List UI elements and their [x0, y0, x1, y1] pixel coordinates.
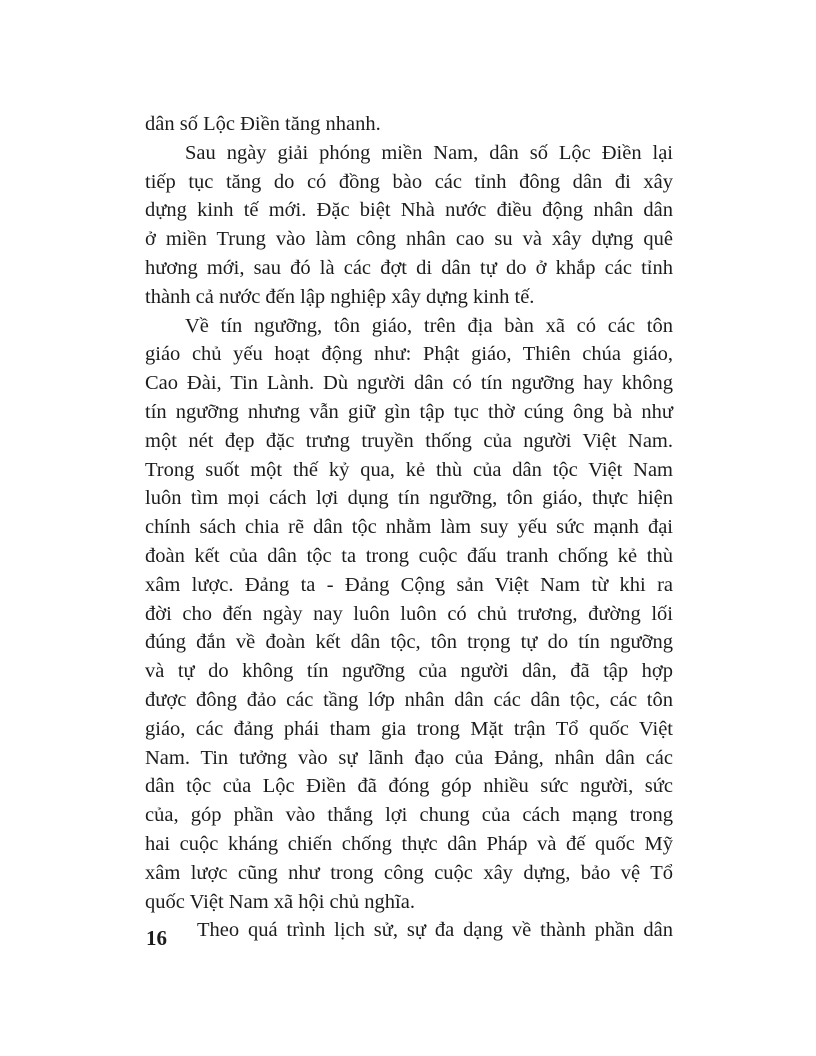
text-line: dựng kinh tế mới. Đặc biệt Nhà nước điều động nhân dân [145, 199, 673, 222]
text-line: Sau ngày giải phóng miền Nam, dân số Lộc Điền lại [185, 141, 673, 164]
text-line: xâm lược. Đảng ta - Đảng Cộng sản Việt Nam từ khi ra [145, 573, 673, 596]
text-line: dân tộc của Lộc Điền đã đóng góp nhiều sức người, sức [145, 775, 673, 798]
text-line: và tự do không tín ngưỡng của người dân, đã tập hợp [145, 660, 673, 683]
text-line: tiếp tục tăng do có đồng bào các tỉnh đông dân đi xây [145, 170, 673, 193]
text-line: đúng đắn về đoàn kết dân tộc, tôn trọng tự do tín ngưỡng [145, 631, 673, 654]
text-line: đoàn kết của dân tộc ta trong cuộc đấu tranh chống kẻ thù [145, 544, 673, 567]
text-line: Nam. Tin tưởng vào sự lãnh đạo của Đảng, nhân dân các [145, 746, 673, 769]
text-line: giáo chủ yếu hoạt động như: Phật giáo, Thiên chúa giáo, [145, 343, 673, 366]
text-line: được đông đảo các tầng lớp nhân dân các dân tộc, các tôn [145, 688, 673, 711]
text-line: một nét đẹp đặc trưng truyền thống của người Việt Nam. [145, 429, 673, 452]
text-line: giáo, các đảng phái tham gia trong Mặt trận Tổ quốc Việt [145, 717, 673, 740]
text-line: Về tín ngưỡng, tôn giáo, trên địa bàn xã có các tôn [185, 314, 673, 337]
text-line: ở miền Trung vào làm công nhân cao su và xây dựng quê [145, 228, 673, 251]
text-line: tín ngưỡng nhưng vẫn giữ gìn tập tục thờ cúng ông bà như [145, 400, 673, 423]
text-line: Theo quá trình lịch sử, sự đa dạng về thành phần dân [197, 919, 673, 942]
text-line: hương mới, sau đó là các đợt di dân tự do ở khắp các tỉnh [145, 256, 673, 279]
text-line: của, góp phần vào thắng lợi chung của cách mạng trong [145, 804, 673, 827]
text-line: xâm lược cũng như trong công cuộc xây dựng, bảo vệ Tổ [145, 861, 673, 884]
text-line: Cao Đài, Tin Lành. Dù người dân có tín ngưỡng hay không [145, 372, 673, 395]
body-text [145, 110, 673, 945]
text-line: luôn tìm mọi cách lợi dụng tín ngưỡng, tôn giáo, thực hiện [145, 487, 673, 510]
text-line: Trong suốt một thế kỷ qua, kẻ thù của dân tộc Việt Nam [145, 458, 673, 481]
text-line: quốc Việt Nam xã hội chủ nghĩa. [145, 890, 415, 913]
text-line: dân số Lộc Điền tăng nhanh. [145, 113, 381, 135]
page-number: 16 [146, 926, 167, 950]
text-line: hai cuộc kháng chiến chống thực dân Pháp và đế quốc Mỹ [145, 832, 673, 855]
text-line: đời cho đến ngày nay luôn luôn có chủ trương, đường lối [145, 602, 673, 625]
text-line: chính sách chia rẽ dân tộc nhằm làm suy yếu sức mạnh đại [145, 516, 673, 539]
text-line: thành cả nước đến lập nghiệp xây dựng kinh tế. [145, 285, 535, 308]
